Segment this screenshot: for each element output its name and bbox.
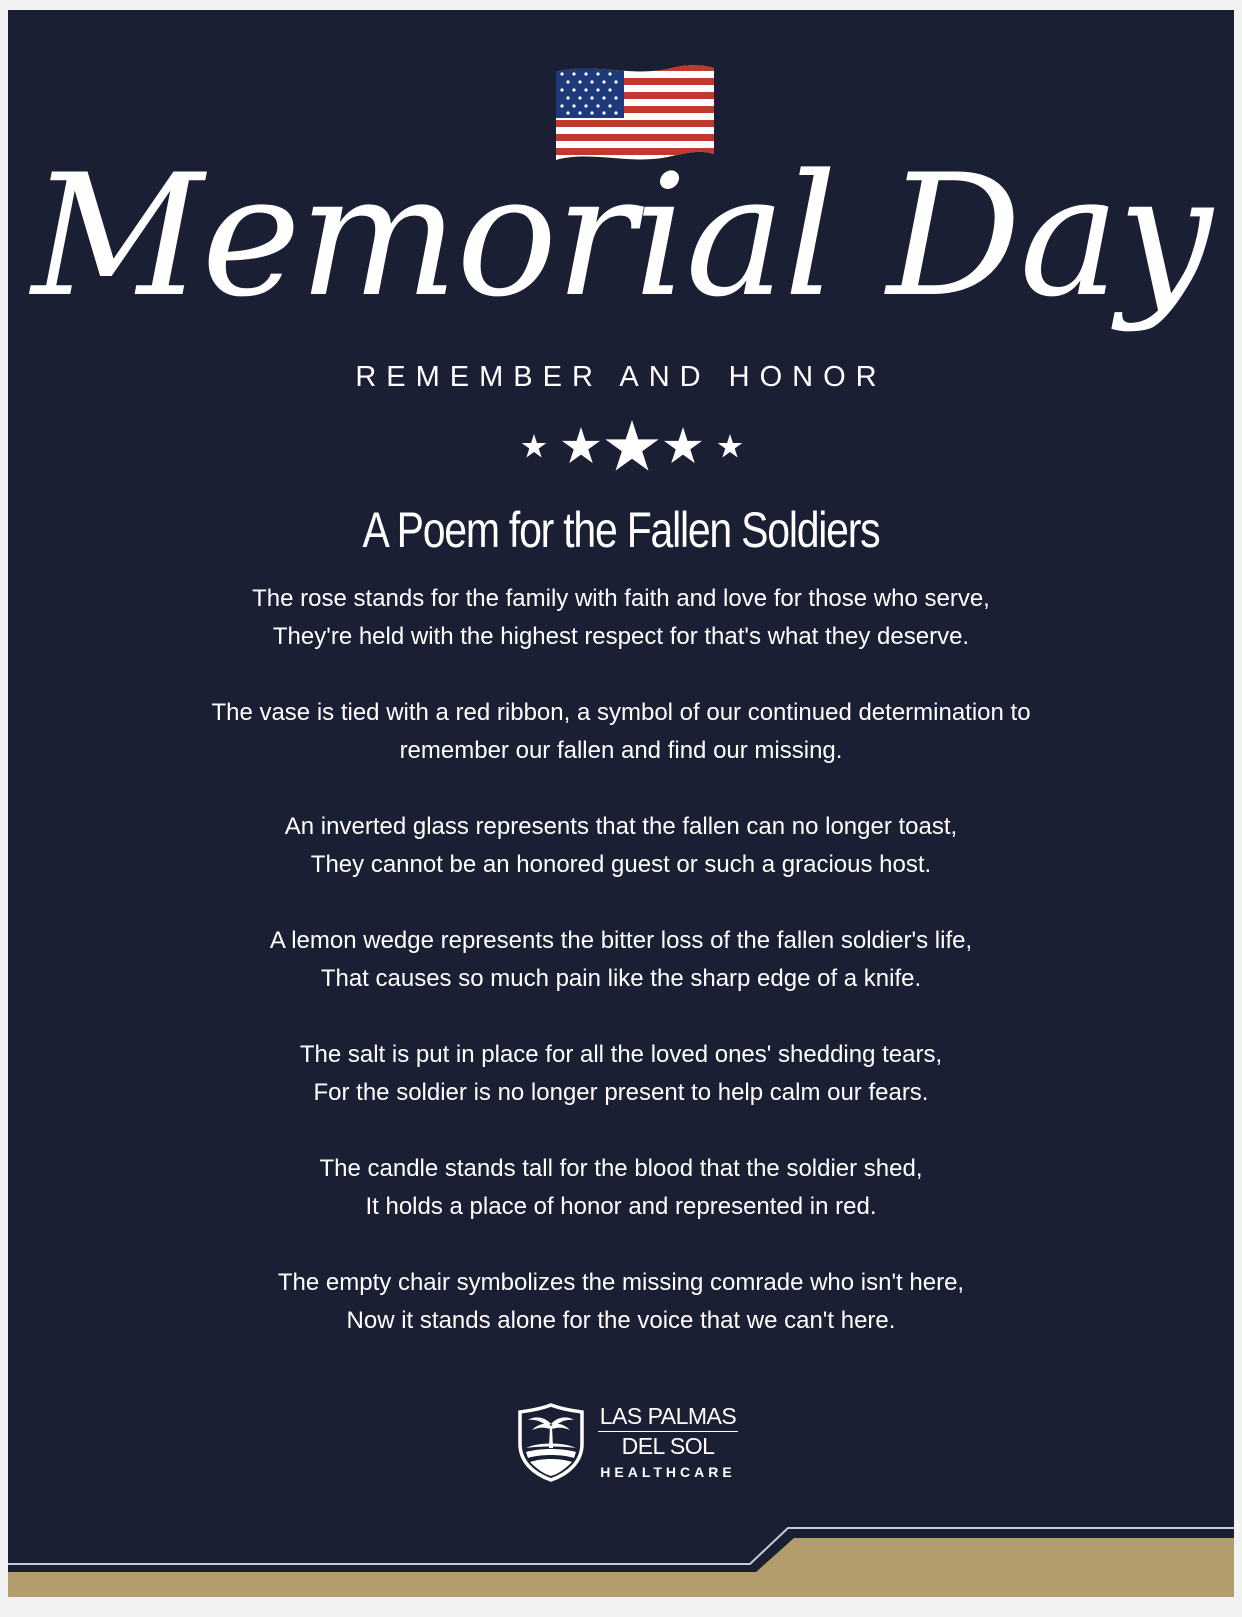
poem-line: They cannot be an honored guest or such a gracious host.	[310, 851, 932, 878]
poem-line: The candle stands tall for the blood that the soldier shed,	[319, 1155, 923, 1182]
poem-line: Now it stands alone for the voice that we can't here.	[346, 1307, 896, 1334]
poem-line: The rose stands for the family with faith and love for those who serve,	[252, 585, 990, 612]
memorial-day-title: Memorial Day	[31, 138, 1211, 334]
poem-line: remember our fallen and find our missing.	[399, 737, 843, 764]
shield-palm-logo	[516, 1402, 586, 1482]
poem-line: They're held with the highest respect for that's what they deserve.	[272, 623, 970, 650]
poem-body	[8, 580, 1234, 1378]
poem-line: It holds a place of honor and represented in red.	[365, 1193, 877, 1220]
poem-title: A Poem for the Fallen Soldiers	[362, 502, 880, 558]
logo-wordmark	[590, 1402, 746, 1482]
poem-stanza	[8, 922, 1234, 998]
five-stars-icon	[516, 417, 748, 477]
poem-stanza	[8, 1150, 1234, 1226]
logo-line-2: DEL SOL	[621, 1433, 715, 1459]
logo-line-1: LAS PALMAS	[599, 1403, 737, 1429]
subtitle: REMEMBER AND HONOR	[355, 361, 887, 393]
poem-stanza	[8, 1264, 1234, 1340]
logo-line-3: HEALTHCARE	[600, 1464, 736, 1480]
footer-gold-band	[8, 1510, 1234, 1597]
poem-stanza	[8, 580, 1234, 656]
poem-line: An inverted glass represents that the fallen can no longer toast,	[284, 813, 958, 840]
poem-line: The salt is put in place for all the loved ones' shedding tears,	[299, 1041, 943, 1068]
las-palmas-logo	[516, 1402, 746, 1486]
poem-line: That causes so much pain like the sharp edge of a knife.	[320, 965, 922, 992]
memorial-day-poster	[8, 10, 1234, 1597]
poem-line: For the soldier is no longer present to help calm our fears.	[313, 1079, 929, 1106]
poem-stanza	[8, 808, 1234, 884]
poem-stanza	[8, 694, 1234, 770]
poem-stanza	[8, 1036, 1234, 1112]
poem-line: The vase is tied with a red ribbon, a symbol of our continued determination to	[211, 699, 1031, 726]
poem-line: A lemon wedge represents the bitter loss of the fallen soldier's life,	[269, 927, 973, 954]
poem-line: The empty chair symbolizes the missing comrade who isn't here,	[277, 1269, 965, 1296]
